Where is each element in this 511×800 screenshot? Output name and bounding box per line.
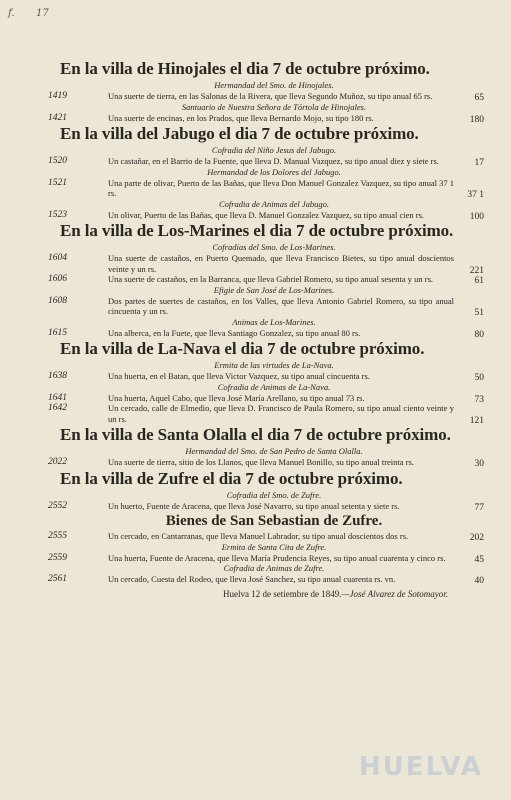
archive-watermark: HUELVA xyxy=(358,752,483,782)
property-entry xyxy=(48,91,488,103)
signature-name: —José Alvarez de Sotomayor. xyxy=(341,588,448,599)
signature-place-date: Huelva 12 de setiembre de 1849. xyxy=(223,588,342,599)
property-entry xyxy=(48,457,488,469)
institution-subheading: Cofradia de Animas del Jabugo. xyxy=(218,198,330,209)
section-heading: En la villa de Santa Olalla el dia 7 de octubre próximo. xyxy=(60,425,451,444)
institution-subheading: Cofradia del Niño Jesus del Jabugo. xyxy=(211,145,337,155)
section-heading: En la villa del Jabugo el dia 7 de octubre próximo. xyxy=(60,124,419,143)
entry-description: Una huerta, Aquel Cabo, que lleva José María Arellano, su tipo anual 73 rs. xyxy=(108,392,365,403)
entry-number: 1638 xyxy=(48,371,67,381)
entry-number: 2555 xyxy=(48,531,67,541)
entry-amount: 202 xyxy=(469,533,484,543)
institution-subheading: Cofradia de Animas de La-Nava. xyxy=(217,381,331,392)
entry-number: 1608 xyxy=(48,295,67,306)
entry-number: 1421 xyxy=(48,112,67,123)
section-heading: En la villa de Zufre el dia 7 de octubre próximo. xyxy=(60,468,403,488)
property-entry xyxy=(48,295,488,318)
section-heading: En la villa de La-Nava el dia 7 de octubre próximo. xyxy=(60,339,425,358)
entry-number: 1520 xyxy=(48,156,67,166)
entry-description: Un cercado, en Cantarranas, que lleva Manuel Labrador, su tipo anual doscientos dos rs. xyxy=(108,531,409,541)
entry-number: 1604 xyxy=(48,253,67,263)
institution-subheading: Cofradias del Smo. de Los-Marines. xyxy=(212,242,336,252)
entry-amount: 100 xyxy=(469,211,484,222)
property-entry xyxy=(48,156,488,168)
institution-subheading: Animas de Los-Marines. xyxy=(232,316,316,327)
institution-subheading: Santuario de Nuestra Señora de Tórtola de Hinojales. xyxy=(181,101,367,112)
entry-description: Una suerte de encinas, en los Prados, que lleva Bernardo Mojo, su tipo 180 rs. xyxy=(108,112,374,123)
entry-number: 2552 xyxy=(48,500,67,511)
entry-description: Un cercado, calle de Elmedio, que lleva D. Francisco de Paula Romero, su tipo anual ciento veinte y un rs. xyxy=(108,403,454,424)
entry-amount: 221 xyxy=(469,265,484,276)
entry-description: Dos partes de suertes de castaños, en los Valles, que lleva Antonio Gabriel Romero, su tipo anual cincuenta y un rs. xyxy=(108,295,454,316)
entry-number: 1521 xyxy=(48,177,67,188)
entry-number: 1523 xyxy=(48,209,67,220)
institution-subheading: Cofradia de Animas de Zufre. xyxy=(223,563,325,573)
entry-description: Una suerte de tierra, en las Salonas de la Rivera, que lleva Segundo Muñoz, su tipo anual 65 rs. xyxy=(108,91,433,101)
entry-amount: 121 xyxy=(469,415,484,426)
entry-description: Una huerta, Fuente de Aracena, que lleva María Prudencia Reyes, su tipo anual cuarenta y cinco rs. xyxy=(108,552,446,563)
entry-amount: 73 xyxy=(474,394,484,405)
institution-subheading: Hermandad del Smo. de San Pedro de Santa Olalla. xyxy=(185,446,363,456)
institution-subheading: Hermandad de los Dolores del Jabugo. xyxy=(207,166,341,177)
entry-amount: 65 xyxy=(474,93,484,103)
property-entry xyxy=(48,209,488,222)
entry-amount: 50 xyxy=(474,373,484,383)
institution-subheading: Ermita de Santa Cita de Zufre. xyxy=(221,541,327,552)
entry-description: Una alberca, en la Fuete, que lleva Santiago Gonzalez, su tipo anual 80 rs. xyxy=(108,327,361,338)
entry-amount: 30 xyxy=(474,459,484,469)
entry-description: Una suerte de castaños, en Puerto Quemado, que lleva Francisco Bietes, su tipo anual doscientos veinte y un rs. xyxy=(108,253,454,274)
entry-amount: 17 xyxy=(474,158,484,168)
section-heading: En la villa de Los-Marines el dia 7 de octubre próximo. xyxy=(60,221,454,240)
entry-number: 2559 xyxy=(48,552,67,563)
property-entry xyxy=(48,371,488,383)
entry-amount: 180 xyxy=(469,114,484,125)
entry-description: Un cercado, Cuesta del Rodeo, que lleva José Sanchez, su tipo anual cuarenta rs. vn. xyxy=(108,574,396,584)
entry-amount: 80 xyxy=(474,329,484,340)
property-entry xyxy=(48,177,488,200)
section-heading: En la villa de Hinojales el dia 7 de octubre próximo. xyxy=(60,59,430,78)
entry-number: 1642 xyxy=(48,403,67,413)
entry-description: Un huerto, Fuente de Aracena, que lleva José Navarro, su tipo anual setenta y siete rs. xyxy=(108,500,400,511)
margin-note-folio: f. xyxy=(8,8,15,19)
entry-description: Un olivar, Puerto de las Bañas, que lleva D. Manuel Gonzalez Vazquez, su tipo anual cien rs. xyxy=(108,209,425,220)
property-entry xyxy=(48,500,488,513)
entry-description: Un castañar, en el Barrio de la Fuente, que lleva D. Manual Vazquez, su tipo anual diez y siete rs. xyxy=(108,156,439,166)
institution-subheading: Efigie de San José de Los-Marines. xyxy=(213,284,335,295)
property-entry xyxy=(48,574,488,586)
entry-amount: 77 xyxy=(474,502,484,513)
entry-amount: 45 xyxy=(474,554,484,565)
entry-description: Una parte de olivar, Puerto de las Bañas, que lleva Don Manuel Gonzalez Vazquez, su tipo anual 37 1 rs. xyxy=(108,177,454,198)
entry-amount: 51 xyxy=(474,308,484,318)
institution-subheading: Cofradia del Smo. de Zufre. xyxy=(226,489,322,500)
entry-number: 2561 xyxy=(48,574,67,584)
property-entry xyxy=(48,552,488,565)
entry-number: 2022 xyxy=(48,457,67,467)
entry-amount: 40 xyxy=(474,576,484,586)
property-entry xyxy=(48,531,488,543)
document-content xyxy=(48,58,488,599)
institution-subheading: Hermandad del Smo. de Hinojales. xyxy=(214,80,334,90)
entry-number: 1419 xyxy=(48,91,67,101)
signature-line xyxy=(60,589,448,599)
entry-number: 1606 xyxy=(48,274,67,284)
property-entry xyxy=(48,327,488,340)
property-entry xyxy=(48,112,488,125)
entry-number: 1641 xyxy=(48,392,67,403)
entry-description: Una huerta, en el Batan, que lleva Victor Vazquez, su tipo anual cincuenta rs. xyxy=(108,371,370,381)
property-entry xyxy=(48,274,488,286)
property-entry xyxy=(48,253,488,276)
entry-amount: 37 1 xyxy=(467,190,484,200)
institution-subheading: Ermita de las virtudes de La-Nava. xyxy=(214,360,334,370)
property-entry xyxy=(48,403,488,426)
entry-description: Una suerte de tierra, sitio de los Llanos, que lleva Manuel Bonillo, su tipo anual treinta rs. xyxy=(108,457,414,467)
margin-note-number: 17 xyxy=(36,8,49,19)
section-heading: Bienes de San Sebastian de Zufre. xyxy=(165,513,383,529)
entry-number: 1615 xyxy=(48,327,67,338)
entry-description: Una suerte de castaños, en la Barranca, que lleva Gabriel Romero, su tipo anual sesenta y un rs. xyxy=(108,274,434,284)
property-entry xyxy=(48,392,488,405)
entry-amount: 61 xyxy=(474,276,484,286)
